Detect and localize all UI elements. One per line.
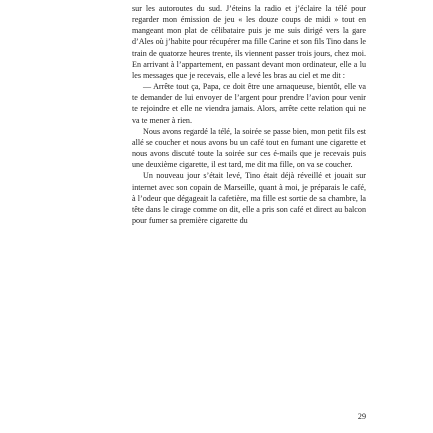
paragraph-evening: Nous avons regardé la télé, la soirée se passe bien, mon petit fils est allé se coucher et nous avons bu un café tout en fumant une cigarette et nous avons discuté toute la soirée sur ces é-mails que je recevais puis une deuxième cigarette, il est tard, me dit ma fille, on va se coucher. (132, 126, 366, 170)
paragraph-dialogue: — Arrête tout ça, Papa, ce doit être une arnaqueuse, bientôt, elle va te demander de lui envoyer de l’argent pour prendre l’avion pour venir te rejoindre et elle ne viendra jamais. Alors, arrête cette relation qui ne va te mener à rien. (132, 82, 366, 125)
paragraph-continuation: sur les autoroutes du sud. J’éteins la radio et j’éclaire la télé pour regarder mon émission de jeu « les douze coups de midi » tout en mangeant mon plat de célibataire puis je me suis dirigé vers la gare d’Ales où j’habite pour récupérer ma fille Carine et son fils Tino dans le train de quatorze heures trente, ils viennent passer trois jours, chez moi. En arrivant à l’appartement, en passant devant mon ordinateur, elle a lu les messages que je recevais, elle a levé les bras au ciel et me dit : (132, 4, 366, 80)
body-text (132, 3, 366, 226)
paragraph-morning: Un nouveau jour s’était levé, Tino était déjà réveillé et jouait sur internet avec son copain de Marseille, quant à moi, je préparais le café, à l’odeur que dégageait la cafetière, ma fille est sortie de sa chambre, la tête dans le cirage comme on dit, elle a pris son café et direct au balcon pour fumer sa première cigarette du (132, 171, 366, 225)
page-number: 29 (357, 412, 366, 421)
